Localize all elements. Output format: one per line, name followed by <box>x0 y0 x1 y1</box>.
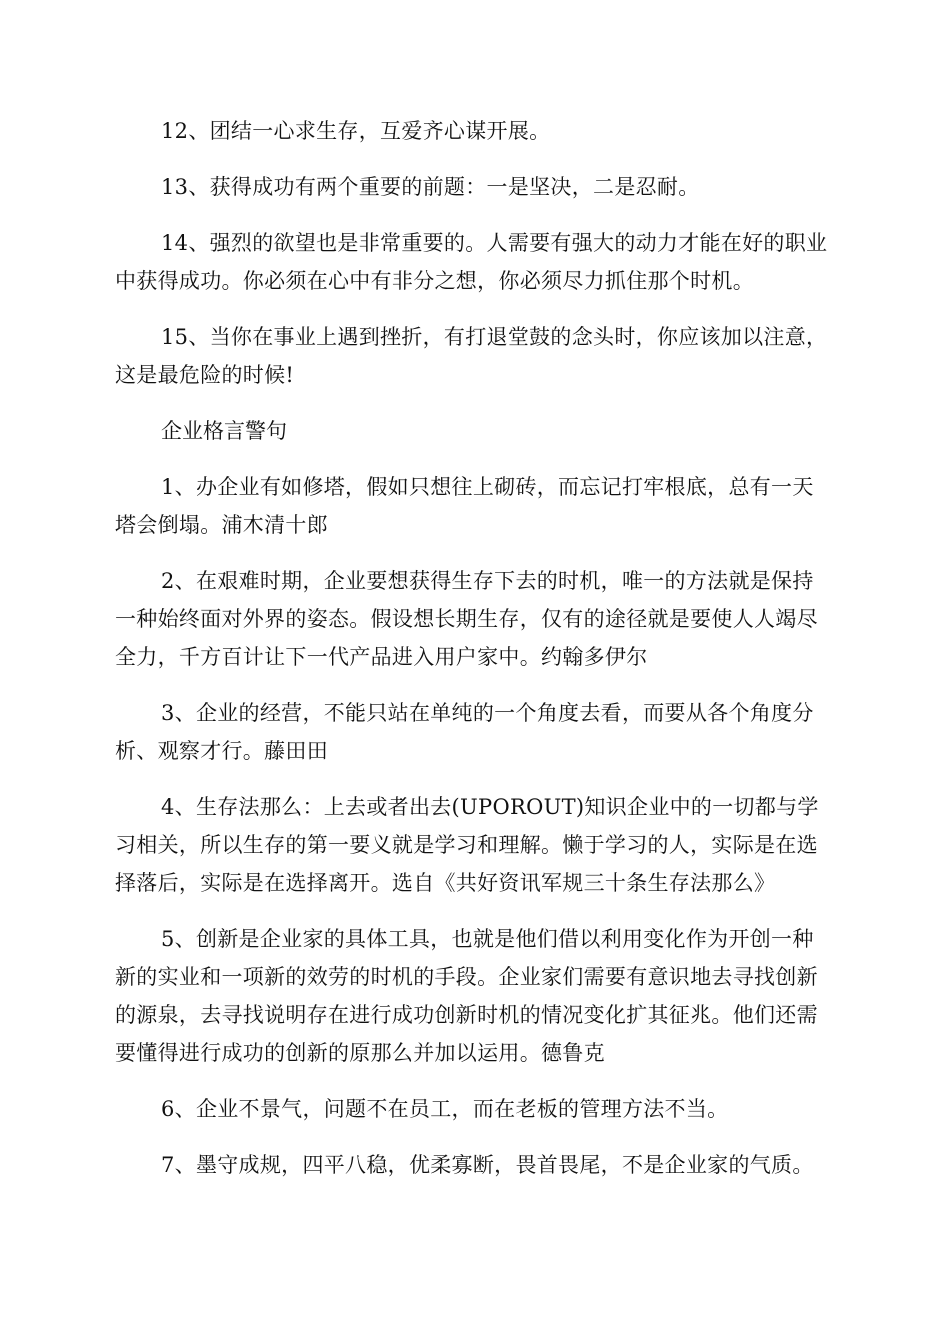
quote-6: 6、企业不景气，问题不在员工，而在老板的管理方法不当。 <box>161 1097 729 1121</box>
quote-2: 2、在艰难时期，企业要想获得生存下去的时机，唯一的方法就是保持一种始终面对外界的姿态。假设想长期生存，仅有的途径就是要使人人竭尽全力，千方百计让下一代产品进入用户家中。约翰多伊尔 <box>115 569 818 669</box>
paragraph-15: 15、当你在事业上遇到挫折，有打退堂鼓的念头时，你应该加以注意，这是最危险的时候! <box>115 325 828 387</box>
paragraph-14: 14、强烈的欲望也是非常重要的。人需要有强大的动力才能在好的职业中获得成功。你必须在心中有非分之想，你必须尽力抓住那个时机。 <box>115 231 828 293</box>
quote-7: 7、墨守成规，四平八稳，优柔寡断，畏首畏尾，不是企业家的气质。 <box>161 1153 814 1177</box>
quote-1: 1、办企业有如修塔，假如只想往上砌砖，而忘记打牢根底，总有一天塔会倒塌。浦木清十郎 <box>115 475 814 537</box>
quote-3: 3、企业的经营，不能只站在单纯的一个角度去看，而要从各个角度分析、观察才行。藤田田 <box>115 701 814 763</box>
paragraph-13: 13、获得成功有两个重要的前题：一是坚决，二是忍耐。 <box>161 175 700 199</box>
quote-4: 4、生存法那么：上去或者出去(UPOROUT)知识企业中的一切都与学习相关，所以生存的第一要义就是学习和理解。懒于学习的人，实际是在选择落后，实际是在选择离开。选自《共好资讯军规三十条生存法那么》 <box>115 795 819 895</box>
document-body <box>115 112 833 1184</box>
paragraph-12: 12、团结一心求生存，互爱齐心谋开展。 <box>161 119 551 143</box>
quote-5: 5、创新是企业家的具体工具，也就是他们借以利用变化作为开创一种新的实业和一项新的效劳的时机的手段。企业家们需要有意识地去寻找创新的源泉，去寻找说明存在进行成功创新时机的情况变化扩其征兆。他们还需要懂得进行成功的创新的原那么并加以运用。德鲁克 <box>115 927 818 1065</box>
section-heading: 企业格言警句 <box>161 419 287 443</box>
